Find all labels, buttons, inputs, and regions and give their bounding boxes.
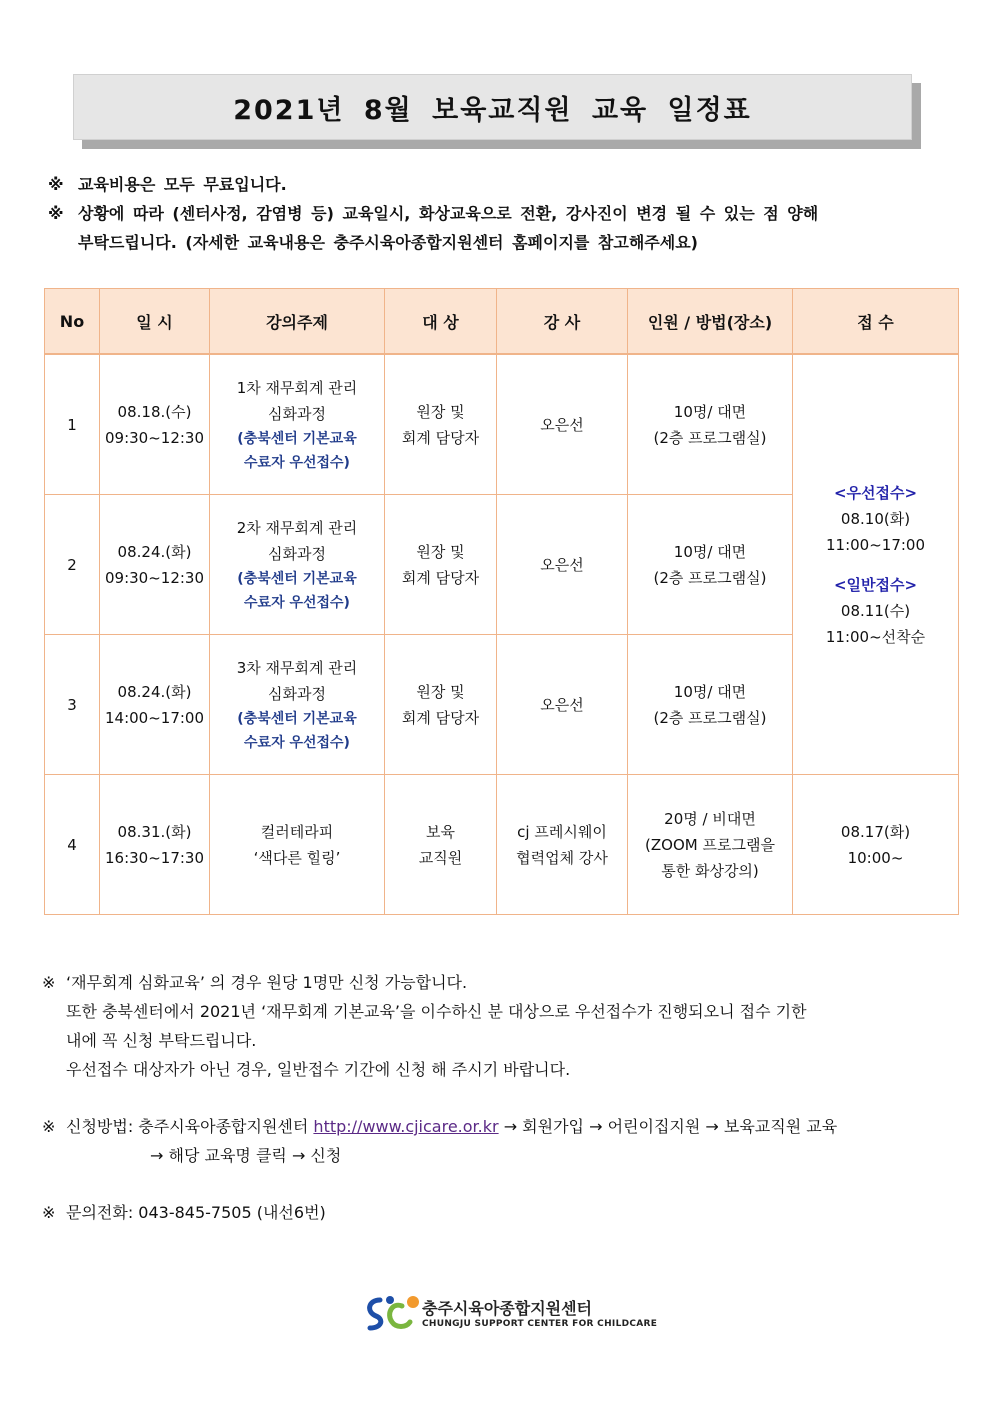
note-body [66,1112,962,1170]
target-text: 원장 및 [416,682,465,701]
cell-datetime [100,495,210,635]
time-text: 09:30~12:30 [104,568,205,587]
method-text: (2층 프로그램실) [653,568,767,587]
method-text: (2층 프로그램실) [653,428,767,447]
topic-title: 1차 재무회계 관리 [236,378,358,397]
instructor-text: 오은선 [540,555,584,574]
cell-registration-merged [793,354,959,775]
header-datetime: 일 시 [100,289,210,355]
cell-no: 1 [45,354,100,495]
cell-method [628,635,793,775]
table-row [45,354,959,495]
homepage-link[interactable]: http://www.cjicare.or.kr [313,1117,499,1136]
cell-target [385,635,497,775]
method-text: (ZOOM 프로그램을 [645,835,775,854]
topic-note: 수료자 우선접수) [244,594,350,611]
time-text: 14:00~17:00 [104,708,205,727]
target-text: 회계 담당자 [401,568,480,587]
topic-title: 2차 재무회계 관리 [236,518,358,537]
method-text: 10명/ 대면 [673,542,747,561]
note-contact [42,1198,962,1227]
topic-subtitle: 심화과정 [268,684,326,703]
cell-method [628,354,793,495]
note-priority [42,968,962,1084]
header-method: 인원 / 방법(장소) [628,289,793,355]
cell-no: 4 [45,775,100,915]
topic-note: (충북센터 기본교육 [237,570,357,587]
note-line: 우선접수 대상자가 아닌 경우, 일반접수 기간에 신청 해 주시기 바랍니다. [66,1060,571,1079]
method-text: 20명 / 비대면 [664,809,756,828]
topic-title: 컬러테라피 [260,822,334,841]
cell-target [385,354,497,495]
header-instructor: 강 사 [497,289,628,355]
logo-orange-dot [407,1296,419,1308]
page-title: 2021년 8월 보육교직원 교육 일정표 [233,94,752,126]
logo-text [422,1299,657,1329]
note-body [66,968,962,1084]
title-box [73,74,912,140]
apply-steps: → 회원가입 → 어린이집지원 → 보육교직원 교육 [503,1117,838,1136]
cell-datetime [100,635,210,775]
note-line [66,1112,962,1141]
note-mark: ※ [42,1203,56,1222]
instructor-text: 오은선 [540,695,584,714]
cell-target [385,775,497,915]
table-header-row [45,289,959,355]
cell-topic [210,775,385,915]
target-text: 회계 담당자 [401,708,480,727]
cell-instructor [497,775,628,915]
cell-instructor [497,354,628,495]
notice-mark: ※ [48,175,64,194]
priority-time: 11:00~17:00 [825,535,926,554]
notice-text: 부탁드립니다. (자세한 교육내용은 충주시육아종합지원센터 홈페이지를 참고해주세요) [78,233,698,252]
logo-green-swoosh [390,1305,410,1326]
notice-line [48,228,938,257]
note-line: → 해당 교육명 클릭 → 신청 [150,1146,342,1165]
cell-datetime [100,354,210,495]
instructor-text: 협력업체 강사 [516,848,608,867]
cell-method [628,495,793,635]
priority-date: 08.10(화) [840,509,911,528]
logo-name: 충주시육아종합지원센터 [422,1299,593,1318]
topic-subtitle: ‘색다른 힐링’ [253,848,341,867]
topic-note: 수료자 우선접수) [244,734,350,751]
topic-note: 수료자 우선접수) [244,454,350,471]
header-topic: 강의주제 [210,289,385,355]
cell-method [628,775,793,915]
topic-subtitle: 심화과정 [268,404,326,423]
notice-line [48,199,938,228]
note-line: 내에 꼭 신청 부탁드립니다. [66,1031,257,1050]
apply-label: 신청방법: 충주시육아종합지원센터 [66,1117,309,1136]
cell-topic [210,495,385,635]
note-line: 또한 충북센터에서 2021년 ‘재무회계 기본교육’을 이수하신 분 대상으로 우선접수가 진행되오니 접수 기한 [66,1002,807,1021]
logo-blue-swoosh [370,1300,381,1328]
notice-line [48,170,938,199]
registration-date: 08.17(화) [840,822,911,841]
logo-mark-icon [362,1292,422,1336]
instructor-text: 오은선 [540,415,584,434]
header-target: 대 상 [385,289,497,355]
schedule-table [44,288,959,915]
note-mark: ※ [42,1117,56,1136]
method-text: (2층 프로그램실) [653,708,767,727]
cell-instructor [497,635,628,775]
cell-target [385,495,497,635]
topic-note: (충북센터 기본교육 [237,710,357,727]
cell-no: 3 [45,635,100,775]
target-text: 보육 [426,822,455,841]
topic-note: (충북센터 기본교육 [237,430,357,447]
notice-text: 상황에 따라 (센터사정, 감염병 등) 교육일시, 화상교육으로 전환, 강사진이 변경 될 수 있는 점 양해 [78,204,819,223]
time-text: 16:30~17:30 [104,848,205,867]
method-text: 통한 화상강의) [661,861,759,880]
contact-text: 문의전화: 043-845-7505 (내선6번) [66,1203,326,1222]
notice-mark: ※ [48,204,64,223]
general-time: 11:00~선착순 [825,627,926,646]
date-text: 08.24.(화) [117,542,192,561]
notice-section [48,170,938,257]
note-apply [42,1112,962,1170]
footer-notes [42,968,962,1255]
cell-topic [210,635,385,775]
header-no: No [45,289,100,355]
logo-blue-dot [386,1296,394,1304]
header-registration: 접 수 [793,289,959,355]
table-row [45,775,959,915]
notice-text: 교육비용은 모두 무료입니다. [78,175,287,194]
registration-time: 10:00~ [847,848,904,867]
target-text: 교직원 [418,848,463,867]
general-date: 08.11(수) [840,601,911,620]
priority-label: <우선접수> [833,483,918,502]
note-line: ‘재무회계 심화교육’ 의 경우 원당 1명만 신청 가능합니다. [66,973,468,992]
date-text: 08.24.(화) [117,682,192,701]
cell-registration [793,775,959,915]
date-text: 08.18.(수) [117,402,192,421]
target-text: 회계 담당자 [401,428,480,447]
note-mark: ※ [42,973,56,992]
instructor-text: cj 프레시웨이 [517,822,607,841]
logo-subtitle: CHUNGJU SUPPORT CENTER FOR CHILDCARE [422,1319,658,1329]
topic-title: 3차 재무회계 관리 [236,658,358,677]
date-text: 08.31.(화) [117,822,192,841]
cell-no: 2 [45,495,100,635]
cell-instructor [497,495,628,635]
target-text: 원장 및 [416,402,465,421]
general-label: <일반접수> [833,575,918,594]
method-text: 10명/ 대면 [673,402,747,421]
cell-topic [210,354,385,495]
cell-datetime [100,775,210,915]
time-text: 09:30~12:30 [104,428,205,447]
target-text: 원장 및 [416,542,465,561]
topic-subtitle: 심화과정 [268,544,326,563]
center-logo [362,1292,657,1336]
method-text: 10명/ 대면 [673,682,747,701]
